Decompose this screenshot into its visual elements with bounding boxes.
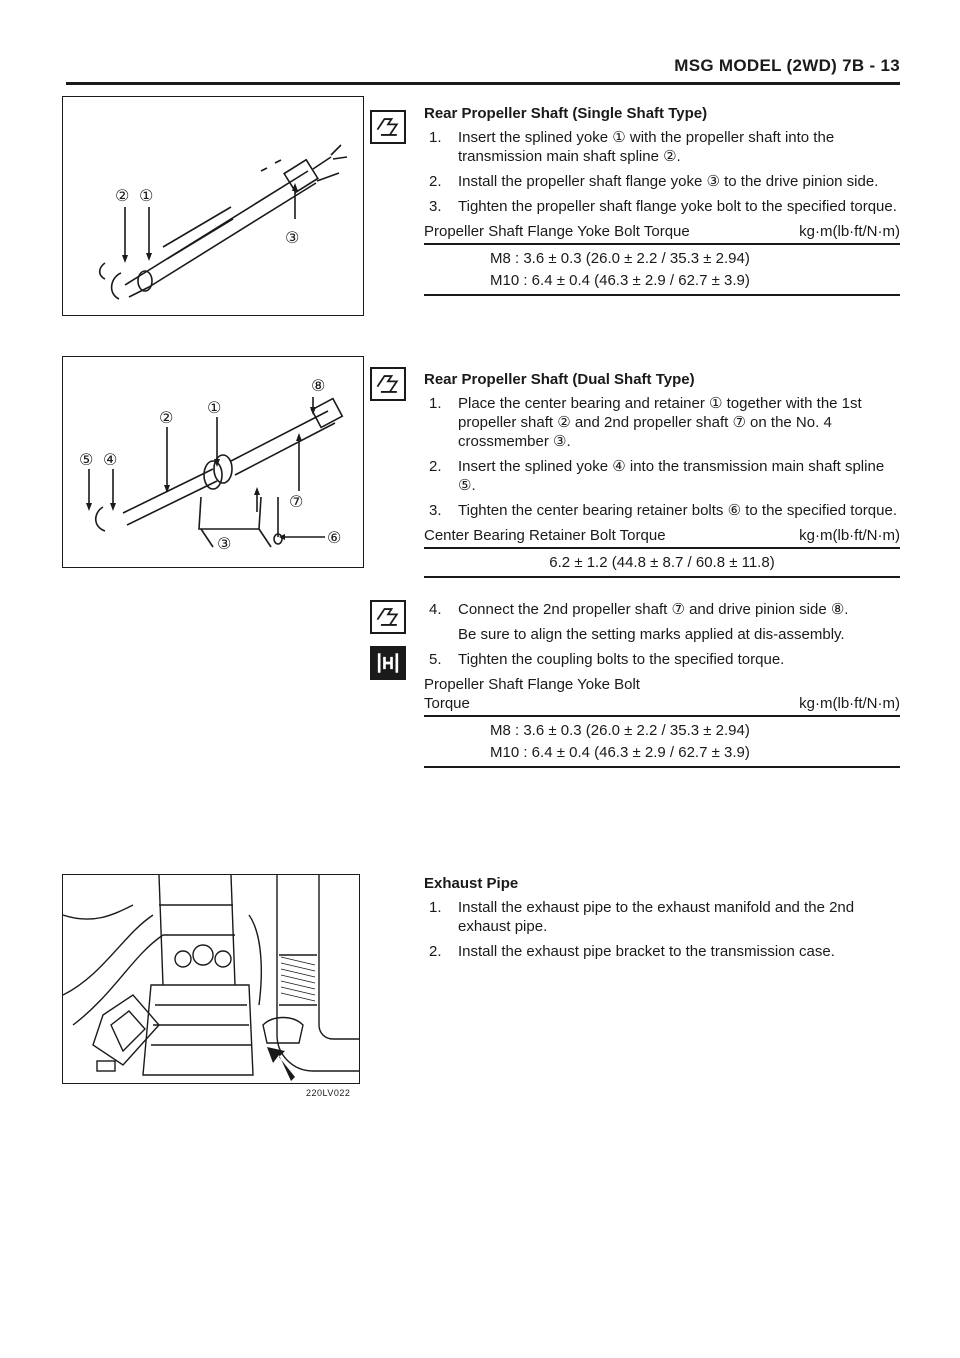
callout-1: ① — [207, 398, 222, 417]
section-heading: Rear Propeller Shaft (Single Shaft Type) — [424, 105, 708, 122]
callout-3: ③ — [285, 228, 300, 247]
section-exhaust-pipe — [424, 874, 900, 967]
section-single-shaft — [424, 104, 900, 296]
section-rule — [424, 576, 900, 578]
step-item: 1. Insert the splined yoke ① with the propeller shaft into the transmission main shaft spline ②. — [429, 129, 835, 165]
callout-3: ③ — [217, 534, 232, 553]
section-dual-shaft — [424, 370, 900, 578]
callout-2: ② — [115, 186, 130, 205]
dual-shaft-illustration — [63, 357, 363, 567]
alignment-marks-icon — [370, 646, 406, 680]
step-item: 3. Tighten the center bearing retainer bolts ⑥ to the specified torque. — [429, 502, 897, 519]
step-item: 4. Connect the 2nd propeller shaft ⑦ and drive pinion side ⑧. — [429, 601, 849, 618]
callout-8: ⑧ — [311, 376, 326, 395]
header-rule — [66, 82, 900, 85]
section-heading: Exhaust Pipe — [424, 875, 519, 892]
page-header — [60, 56, 900, 80]
torque-spec-header — [424, 694, 900, 717]
section-heading: Rear Propeller Shaft (Dual Shaft Type) — [424, 371, 695, 388]
install-procedure-icon — [370, 110, 406, 144]
single-shaft-illustration — [63, 97, 363, 315]
callout-2: ② — [159, 408, 174, 427]
page-title: MSG MODEL (2WD) 7B - 13 — [674, 56, 900, 75]
step-item: 2. Install the propeller shaft flange yoke ③ to the drive pinion side. — [429, 173, 879, 190]
figure-code: 220LV022 — [306, 1088, 351, 1098]
torque-spec-values: M8 : 3.6 ± 0.3 (26.0 ± 2.2 / 35.3 ± 2.94) M10 : 6.4 ± 0.4 (46.3 ± 2.9 / 62.7 ± 3.9) — [490, 722, 750, 761]
torque-spec-label: Propeller Shaft Flange Yoke Bolt Torque — [424, 223, 690, 240]
torque-spec-values: 6.2 ± 1.2 (44.8 ± 8.7 / 60.8 ± 11.8) — [549, 554, 775, 571]
section-connect-shaft — [424, 600, 900, 768]
step-item: 1. Place the center bearing and retainer ① together with the 1st propeller shaft ② and 2nd propeller shaft ⑦ on the No. 4 crossmember ③. — [429, 395, 862, 450]
torque-spec-label-line1: Propeller Shaft Flange Yoke Bolt — [424, 676, 640, 693]
figure-dual-shaft — [62, 356, 364, 568]
torque-spec-label-line2: Torque — [424, 695, 470, 712]
section-rule — [424, 294, 900, 296]
figure-exhaust-pipe — [62, 874, 360, 1084]
step-item: 1. Install the exhaust pipe to the exhaust manifold and the 2nd exhaust pipe. — [429, 899, 855, 935]
figure-single-shaft — [62, 96, 364, 316]
callout-7: ⑦ — [289, 492, 304, 511]
callout-4: ④ — [103, 450, 118, 469]
step-item: 2. Insert the splined yoke ④ into the transmission main shaft spline ⑤. — [429, 458, 885, 494]
callout-5: ⑤ — [79, 450, 94, 469]
callout-6: ⑥ — [327, 528, 342, 547]
torque-spec-unit: kg·m(lb·ft/N·m) — [799, 695, 900, 712]
exhaust-pipe-illustration — [63, 875, 359, 1083]
callout-1: ① — [139, 186, 154, 205]
section-rule — [424, 766, 900, 768]
step-item: 3. Tighten the propeller shaft flange yoke bolt to the specified torque. — [429, 198, 897, 215]
step-item: 2. Install the exhaust pipe bracket to the transmission case. — [429, 943, 835, 960]
torque-spec-unit: kg·m(lb·ft/N·m) — [799, 223, 900, 240]
step-note: Be sure to align the setting marks applied at dis-assembly. — [458, 626, 845, 643]
install-procedure-icon — [370, 367, 406, 401]
install-procedure-icon — [370, 600, 406, 634]
torque-spec-values: M8 : 3.6 ± 0.3 (26.0 ± 2.2 / 35.3 ± 2.94) M10 : 6.4 ± 0.4 (46.3 ± 2.9 / 62.7 ± 3.9) — [490, 250, 750, 289]
torque-spec-header — [424, 222, 900, 245]
torque-spec-unit: kg·m(lb·ft/N·m) — [799, 527, 900, 544]
torque-spec-label: Center Bearing Retainer Bolt Torque — [424, 527, 666, 544]
step-item: 5. Tighten the coupling bolts to the specified torque. — [429, 651, 785, 668]
torque-spec-header — [424, 526, 900, 549]
